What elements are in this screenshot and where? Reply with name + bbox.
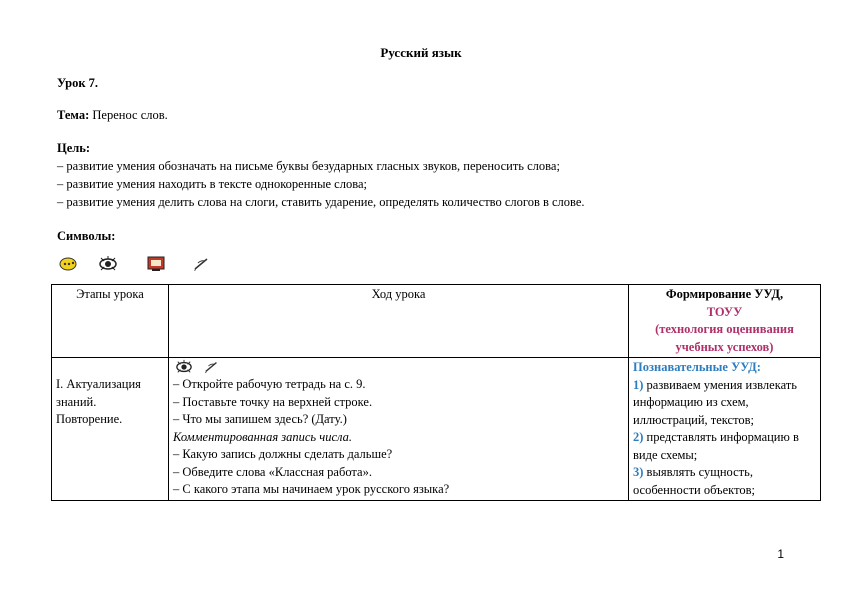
header-uud xyxy=(629,285,821,358)
course-line: – Что мы запишем здесь? (Дату.) xyxy=(173,412,347,426)
uud-item-number: 1) xyxy=(633,377,644,392)
speech-bubble-icon xyxy=(58,255,78,273)
course-icons xyxy=(173,359,624,376)
uud-item xyxy=(633,464,816,499)
header-uud-note: (технология оценивания учебных успехов) xyxy=(655,322,794,354)
uud-item-number: 3) xyxy=(633,465,644,479)
course-line: – Поставьте точку на верхней строке. xyxy=(173,394,373,409)
course-line: – Откройте рабочую тетрадь на с. 9. xyxy=(173,377,366,391)
course-line: – Какую запись должны сделать дальше? xyxy=(173,447,393,461)
table-header-row xyxy=(52,285,821,358)
topic-label: Тема: xyxy=(57,108,90,122)
header-uud-title: Формирование УУД, xyxy=(665,287,784,301)
document-title: Русский язык xyxy=(380,45,462,60)
topic-line xyxy=(57,107,168,124)
course-line: – Обведите слова «Классная работа». xyxy=(173,464,372,479)
uud-item xyxy=(633,429,816,464)
stage-title: I. Актуализация знаний. xyxy=(56,377,141,409)
uud-item-text: представлять информацию в виде схемы; xyxy=(633,430,799,462)
uud-item-number: 2) xyxy=(633,430,644,444)
stage-subtitle: Повторение. xyxy=(56,412,123,426)
symbols-label: Символы: xyxy=(57,229,116,243)
goal-item: – развитие умения делить слова на слоги, ставить ударение, определять количество слогов в слове. xyxy=(57,195,585,209)
uud-item-text: выявлять сущность, особенности объектов; xyxy=(633,465,756,497)
eye-icon xyxy=(173,359,195,375)
course-cell xyxy=(169,358,629,501)
goal-item: – развитие умения обозначать на письме буквы безударных гласных звуков, переносить слова; xyxy=(57,159,560,173)
lesson-table xyxy=(51,284,821,501)
uud-cell xyxy=(629,358,821,501)
course-line: – С какого этапа мы начинаем урок русского языка? xyxy=(173,482,450,496)
uud-item-text: развиваем умения извлекать информацию из схем, иллюстраций, текстов; xyxy=(633,377,797,427)
uud-item xyxy=(633,377,816,430)
stage-cell xyxy=(52,358,169,501)
eye-icon xyxy=(98,255,118,273)
course-italic-note: Комментированная запись числа. xyxy=(173,429,352,444)
goal-item: – развитие умения находить в тексте однокоренные слова; xyxy=(57,177,367,191)
lesson-number: Урок 7. xyxy=(57,76,99,90)
page-number: 1 xyxy=(777,547,784,561)
goal-label: Цель: xyxy=(57,141,91,155)
uud-heading: Познавательные УУД: xyxy=(633,360,761,374)
topic-value: Перенос слов. xyxy=(89,108,168,122)
table-row xyxy=(52,358,821,501)
header-course: Ход урока xyxy=(169,285,629,358)
pen-icon xyxy=(203,359,221,375)
header-stages: Этапы урока xyxy=(52,285,169,358)
monitor-icon xyxy=(146,255,166,273)
header-uud-toyy: ТОУУ xyxy=(706,304,743,319)
pen-icon xyxy=(192,255,212,273)
